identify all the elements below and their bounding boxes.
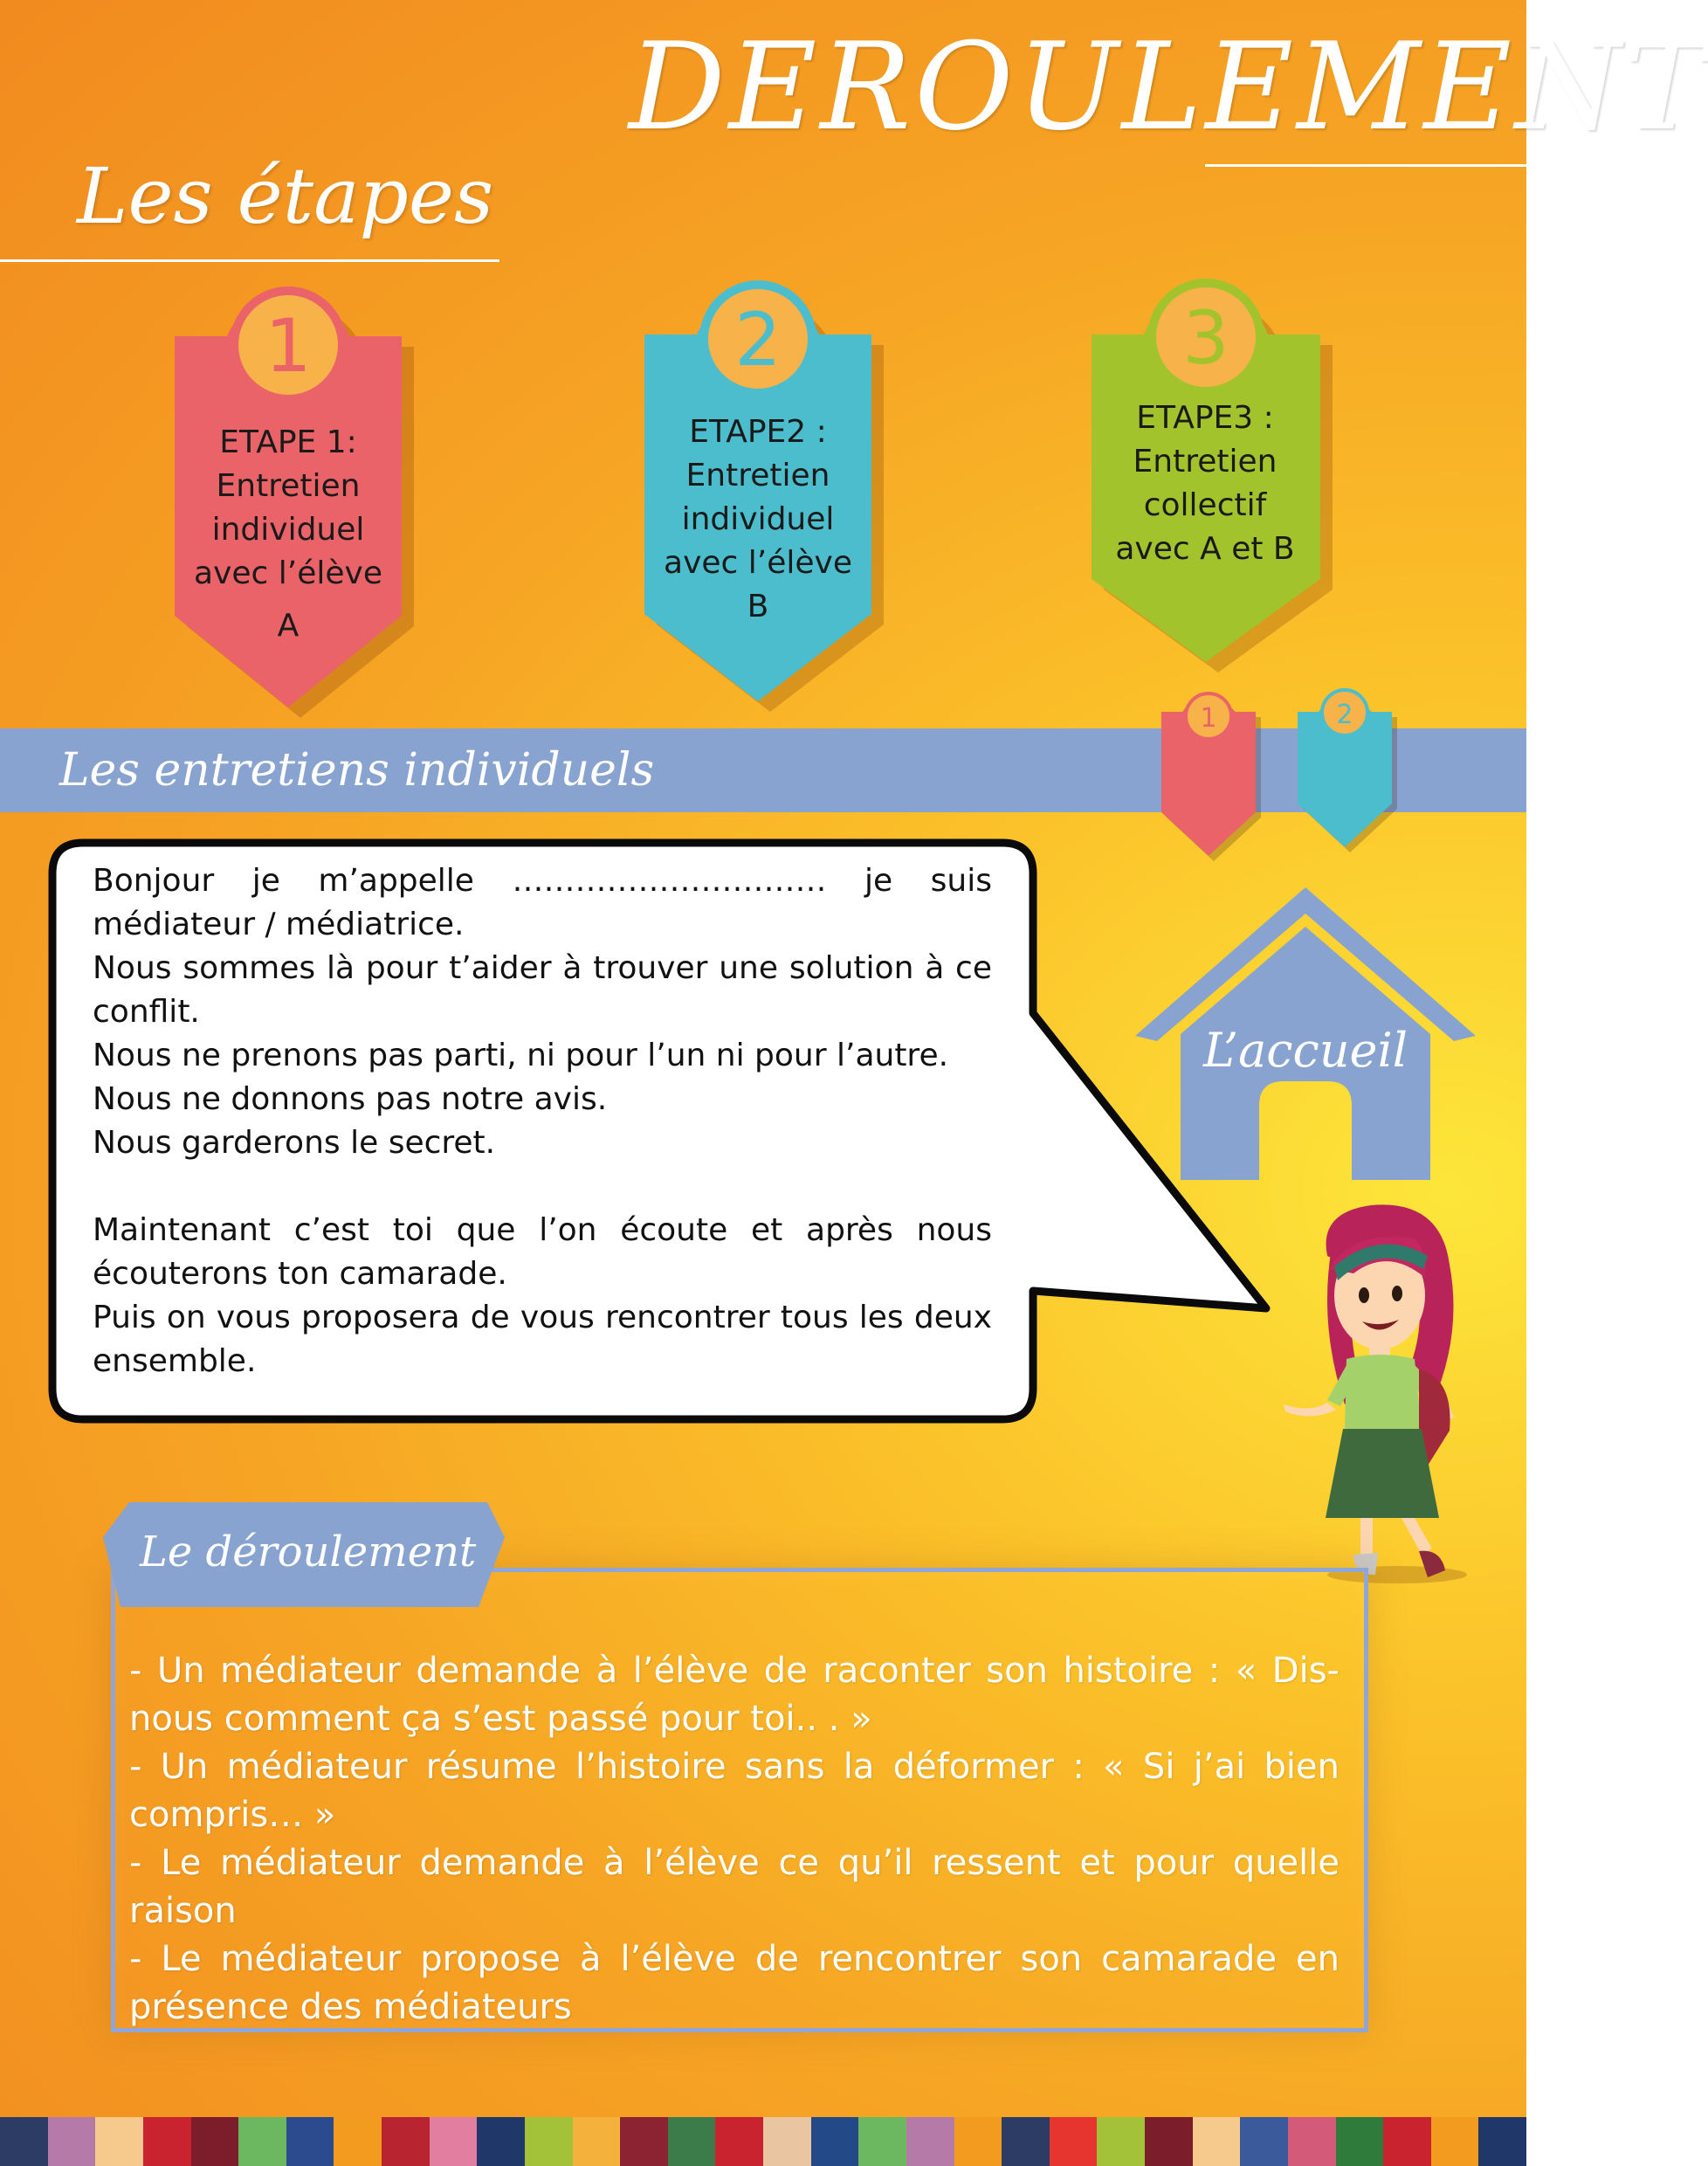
process-item: - Le médiateur propose à l’élève de rencontrer son camarade en présence des médiateurs	[129, 1939, 1340, 2027]
color-stripe	[286, 2117, 334, 2166]
step-2-line: ETAPE2 :	[689, 414, 827, 450]
step-1-line: ETAPE 1:	[219, 424, 357, 460]
step-3-line: Entretien	[1133, 444, 1278, 479]
color-stripe	[238, 2117, 286, 2166]
girl-illustration	[1266, 1204, 1493, 1588]
color-stripe	[95, 2117, 143, 2166]
color-stripe	[668, 2117, 716, 2166]
step-2-line: avec l’élève	[664, 545, 852, 581]
step-2-line: B	[747, 589, 769, 624]
speech-line: Nous sommes là pour t’aider à trouver une solution à ce conflit.	[93, 950, 992, 1030]
color-stripe	[1431, 2117, 1479, 2166]
step-3-line: avec A et B	[1115, 531, 1295, 567]
step-1-line: A	[277, 608, 300, 644]
step-number-1: 1	[265, 303, 312, 389]
color-stripe	[525, 2117, 573, 2166]
color-stripe	[1336, 2117, 1384, 2166]
steps-heading: Les étapes	[77, 151, 494, 241]
color-stripe	[811, 2117, 859, 2166]
color-stripe	[954, 2117, 1002, 2166]
color-stripe	[430, 2117, 478, 2166]
step-number-3: 3	[1182, 295, 1229, 381]
mini-tab-1-number: 1	[1200, 703, 1217, 734]
speech-line: Bonjour je m’appelle ………………………… je suis médiateur / médiatrice.	[93, 863, 992, 942]
process-title: Le déroulement	[140, 1528, 477, 1576]
speech-line: Puis on vous proposera de vous rencontrer tous les deux ensemble.	[93, 1300, 992, 1379]
speech-line: Nous ne prenons pas parti, ni pour l’un ni pour l’autre.	[93, 1038, 949, 1073]
page-title: DEROULEMENT	[629, 17, 1708, 157]
speech-line: Maintenant c’est toi que l’on écoute et après nous écouterons ton camarade.	[93, 1212, 992, 1292]
mini-tab-2-number: 2	[1336, 700, 1353, 730]
speech-gap	[93, 1165, 992, 1209]
section-title-interviews: Les entretiens individuels	[59, 744, 655, 797]
step-2-line: individuel	[681, 501, 835, 537]
step-3-line: ETAPE3 :	[1136, 400, 1274, 436]
color-stripe	[48, 2117, 96, 2166]
step-1-line: individuel	[211, 512, 365, 548]
step-number-2: 2	[734, 297, 782, 383]
color-stripe	[906, 2117, 954, 2166]
speech-line: Nous ne donnons pas notre avis.	[93, 1081, 608, 1117]
process-item: - Un médiateur demande à l’élève de raconter son histoire : « Dis-nous comment ça s’est passé pour toi.. . »	[129, 1651, 1340, 1739]
color-stripe	[1097, 2117, 1145, 2166]
step-1-line: avec l’élève	[194, 555, 382, 591]
color-stripe	[1050, 2117, 1098, 2166]
color-stripe	[620, 2117, 668, 2166]
color-stripe	[763, 2117, 811, 2166]
color-stripe	[334, 2117, 382, 2166]
color-stripe	[477, 2117, 525, 2166]
color-stripe	[1002, 2117, 1050, 2166]
step-2-line: Entretien	[685, 458, 830, 493]
welcome-label: L’accueil	[1203, 1023, 1408, 1078]
color-stripe	[191, 2117, 239, 2166]
step-3-line: collectif	[1143, 487, 1267, 523]
process-item: - Un médiateur résume l’histoire sans la déformer : « Si j’ai bien compris… »	[129, 1747, 1340, 1835]
color-stripe	[1383, 2117, 1431, 2166]
color-stripe	[1478, 2117, 1526, 2166]
process-item: - Le médiateur demande à l’élève ce qu’il ressent et pour quelle raison	[129, 1843, 1340, 1931]
color-stripe	[715, 2117, 763, 2166]
color-stripe-bar	[0, 2117, 1526, 2166]
color-stripe	[1193, 2117, 1241, 2166]
color-stripe	[0, 2117, 48, 2166]
color-stripe	[1145, 2117, 1193, 2166]
color-stripe	[573, 2117, 621, 2166]
color-stripe	[1288, 2117, 1336, 2166]
process-list	[129, 1647, 1340, 2031]
step-1-line: Entretien	[216, 468, 361, 504]
color-stripe	[143, 2117, 191, 2166]
color-stripe	[858, 2117, 906, 2166]
welcome-speech	[93, 859, 992, 1383]
color-stripe	[382, 2117, 430, 2166]
color-stripe	[1240, 2117, 1288, 2166]
speech-line: Nous garderons le secret.	[93, 1125, 496, 1161]
